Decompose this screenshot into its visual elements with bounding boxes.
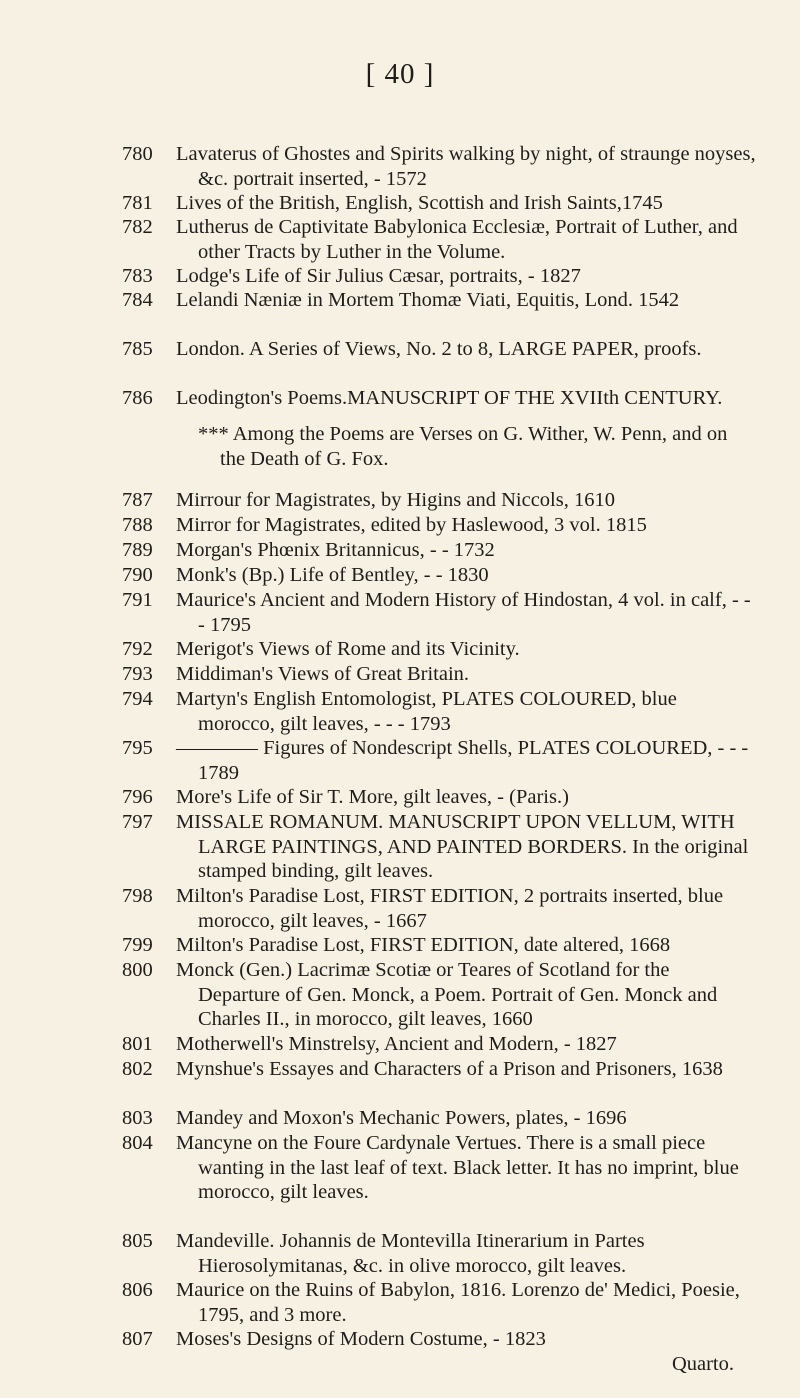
entry-text: Mandey and Moxon's Mechanic Powers, plates, - 1696 [176, 1107, 627, 1129]
entry-number: 781 [122, 192, 153, 214]
entry-number: 785 [122, 338, 153, 360]
entry-text: Maurice on the Ruins of Babylon, 1816. Lorenzo de' Medici, Poesie, 1795, and 3 more. [176, 1279, 740, 1326]
list-item [0, 1032, 800, 1057]
entry-number: 802 [122, 1058, 153, 1080]
entry-number: 782 [122, 216, 153, 238]
entry-number: 787 [122, 489, 153, 511]
list-item [0, 637, 800, 662]
entry-text: Monk's (Bp.) Life of Bentley, - - 1830 [176, 564, 489, 586]
entry-note: *** Among the Poems are Verses on G. Wither, W. Penn, and on the Death of G. Fox. [198, 423, 728, 470]
entry-text: Monck (Gen.) Lacrimæ Scotiæ or Teares of Scotland for the Departure of Gen. Monck, a Poem. Portrait of Gen. Monck and Charles II., in morocco, gilt leaves, 1660 [176, 959, 718, 1030]
entry-number: 799 [122, 934, 153, 956]
entry-text: Mirrour for Magistrates, by Higins and Niccols, 1610 [176, 489, 615, 511]
list-item [0, 1229, 800, 1278]
list-item [0, 662, 800, 687]
list-item [0, 337, 800, 386]
entry-text: Moses's Designs of Modern Costume, - 1823 [176, 1328, 546, 1350]
entry-number: 788 [122, 514, 153, 536]
entry-number: 780 [122, 143, 153, 165]
list-item [0, 191, 800, 215]
footer-row [0, 1352, 800, 1377]
list-item [0, 736, 800, 785]
entry-text: Middiman's Views of Great Britain. [176, 663, 470, 685]
entry-number: 796 [122, 786, 153, 808]
entry-text: Martyn's English Entomologist, PLATES COLOURED, blue morocco, gilt leaves, - - - 1793 [176, 688, 677, 735]
list-item [0, 958, 800, 1032]
entry-number: 798 [122, 885, 153, 907]
entry-number: 804 [122, 1132, 153, 1154]
entry-number: 791 [122, 589, 153, 611]
entry-text: Milton's Paradise Lost, FIRST EDITION, 2 portraits inserted, blue morocco, gilt leaves, - 1667 [176, 885, 724, 932]
entry-number: 794 [122, 688, 153, 710]
entry-text: Lelandi Næniæ in Mortem Thomæ Viati, Equitis, Lond. 1542 [176, 289, 680, 311]
list-item [0, 538, 800, 563]
entry-text: Lives of the British, English, Scottish and Irish Saints,1745 [176, 192, 663, 214]
entry-text: Lodge's Life of Sir Julius Cæsar, portraits, - 1827 [176, 265, 581, 287]
entry-number: 801 [122, 1033, 153, 1055]
entry-number: 786 [122, 387, 153, 409]
entry-number: 793 [122, 663, 153, 685]
entry-number: 789 [122, 539, 153, 561]
list-item [0, 884, 800, 933]
list-item [0, 422, 800, 488]
entry-number: 783 [122, 265, 153, 287]
entry-text: Lavaterus of Ghostes and Spirits walking by night, of straunge noyses, &c. portrait inserted, - 1572 [176, 143, 756, 190]
entry-number: 784 [122, 289, 153, 311]
footer-label: Quarto. [671, 1353, 734, 1375]
list-item [0, 1278, 800, 1327]
entry-number: 797 [122, 811, 153, 833]
list-item [0, 588, 800, 637]
list-item [0, 810, 800, 884]
list-item [0, 386, 800, 422]
list-item [0, 1106, 800, 1131]
list-item [0, 142, 800, 191]
entry-number: 800 [122, 959, 153, 981]
list-item [0, 1327, 800, 1352]
entry-text: Mirror for Magistrates, edited by Haslewood, 3 vol. 1815 [176, 514, 647, 536]
entry-number: 795 [122, 737, 153, 759]
catalog-list [0, 142, 800, 1377]
entry-text: Morgan's Phœnix Britannicus, - - 1732 [176, 539, 495, 561]
entry-text: London. A Series of Views, No. 2 to 8, LARGE PAPER, proofs. [176, 338, 702, 360]
list-item [0, 488, 800, 513]
list-item [0, 785, 800, 810]
entry-number: 803 [122, 1107, 153, 1129]
entry-text: Leodington's Poems.MANUSCRIPT OF THE XVIIth CENTURY. [176, 387, 723, 409]
entry-number: 805 [122, 1230, 153, 1252]
entry-text: Maurice's Ancient and Modern History of Hindostan, 4 vol. in calf, - - - 1795 [176, 589, 751, 636]
page-number: [ 40 ] [365, 58, 435, 90]
entry-text: Mancyne on the Foure Cardynale Vertues. There is a small piece wanting in the last leaf of text. Black letter. It has no imprint, blue morocco, gilt leaves. [176, 1132, 739, 1203]
list-item [0, 288, 800, 337]
entry-text: Motherwell's Minstrelsy, Ancient and Modern, - 1827 [176, 1033, 617, 1055]
entry-number: 806 [122, 1279, 153, 1301]
entry-text: Merigot's Views of Rome and its Vicinity. [176, 638, 520, 660]
entry-number: 807 [122, 1328, 153, 1350]
list-item [0, 513, 800, 538]
list-item [0, 687, 800, 736]
entry-text: Lutherus de Captivitate Babylonica Ecclesiæ, Portrait of Luther, and other Tracts by Luther in the Volume. [176, 216, 738, 263]
entry-number: 790 [122, 564, 153, 586]
entry-text: Mynshue's Essayes and Characters of a Prison and Prisoners, 1638 [176, 1058, 723, 1080]
entry-number: 792 [122, 638, 153, 660]
entry-text: More's Life of Sir T. More, gilt leaves, - (Paris.) [176, 786, 569, 808]
list-item [0, 215, 800, 264]
entry-text: ———— Figures of Nondescript Shells, PLATES COLOURED, - - - 1789 [176, 737, 749, 784]
entry-text: Mandeville. Johannis de Montevilla Itinerarium in Partes Hierosolymitanas, &c. in olive morocco, gilt leaves. [176, 1230, 645, 1277]
entry-text: Milton's Paradise Lost, FIRST EDITION, date altered, 1668 [176, 934, 671, 956]
list-item [0, 933, 800, 958]
list-item [0, 1131, 800, 1229]
list-item [0, 264, 800, 288]
list-item [0, 1057, 800, 1106]
entry-text: MISSALE ROMANUM. MANUSCRIPT UPON VELLUM, WITH LARGE PAINTINGS, AND PAINTED BORDERS. In the original stamped binding, gilt leaves. [176, 811, 749, 882]
list-item [0, 563, 800, 588]
